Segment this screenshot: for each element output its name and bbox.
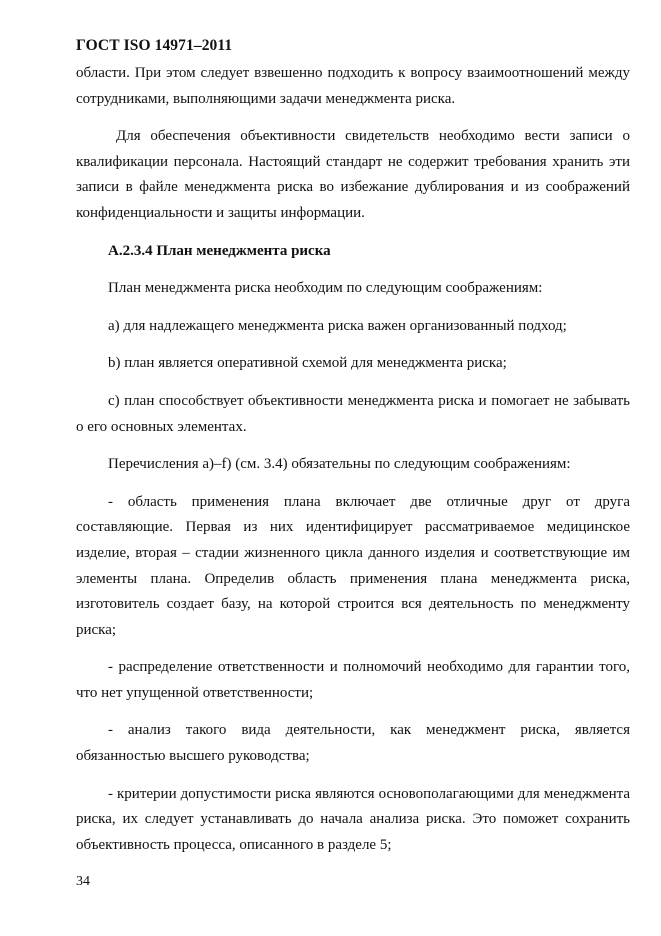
page-number: 34 [76,874,90,889]
section-heading: А.2.3.4 План менеджмента риска [108,242,331,259]
bullet-responsibility: - распределение ответственности и полномочий необходимо для гарантии того, что нет упущенной ответственности; [76,659,630,701]
bullet-acceptability-criteria: - критерии допустимости риска являются основополагающими для менеджмента риска, их следует устанавливать до начала анализа риска. Это поможет сохранить объективность процесса, описанного в разделе 5; [76,785,630,853]
list-item-c: с) план способствует объективности менеджмента риска и помогает не забывать о его основных элементах. [76,392,630,435]
standard-header: ГОСТ ISO 14971–2011 [76,37,233,54]
paragraph-qualification-records: Для обеспечения объективности свидетельств необходимо вести записи о квалификации персонала. Настоящий стандарт не содержит требования хранить эти записи в файле менеджмента риска во избежание дублирования и из соображений конфиденциальности и защиты информации. [76,128,630,221]
bullet-scope: - область применения плана включает две отличные друг от друга составляющие. Первая из них идентифицирует рассматриваемое медицинское изделие, вторая – стадии жизненного цикла данного изделия и соответствующие им элементы плана. Определив область применения плана менеджмента риска, изготовитель создает базу, на которой строится вся деятельность по менеджменту риска; [76,493,630,638]
list-item-a: а) для надлежащего менеджмента риска важен организованный подход; [108,317,567,334]
bullet-management-review: - анализ такого вида деятельности, как менеджмент риска, является обязанностью высшего руководства; [76,722,630,765]
list-item-b: b) план является оперативной схемой для менеджмента риска; [108,355,507,372]
document-body [76,61,630,870]
paragraph-enumerations: Перечисления a)–f) (см. 3.4) обязательны по следующим соображениям: [108,456,571,473]
paragraph-plan-reasons: План менеджмента риска необходим по следующим соображениям: [108,280,543,297]
paragraph-continuation: области. При этом следует взвешенно подходить к вопросу взаимоотношений между сотрудниками, выполняющими задачи менеджмента риска. [76,65,630,107]
